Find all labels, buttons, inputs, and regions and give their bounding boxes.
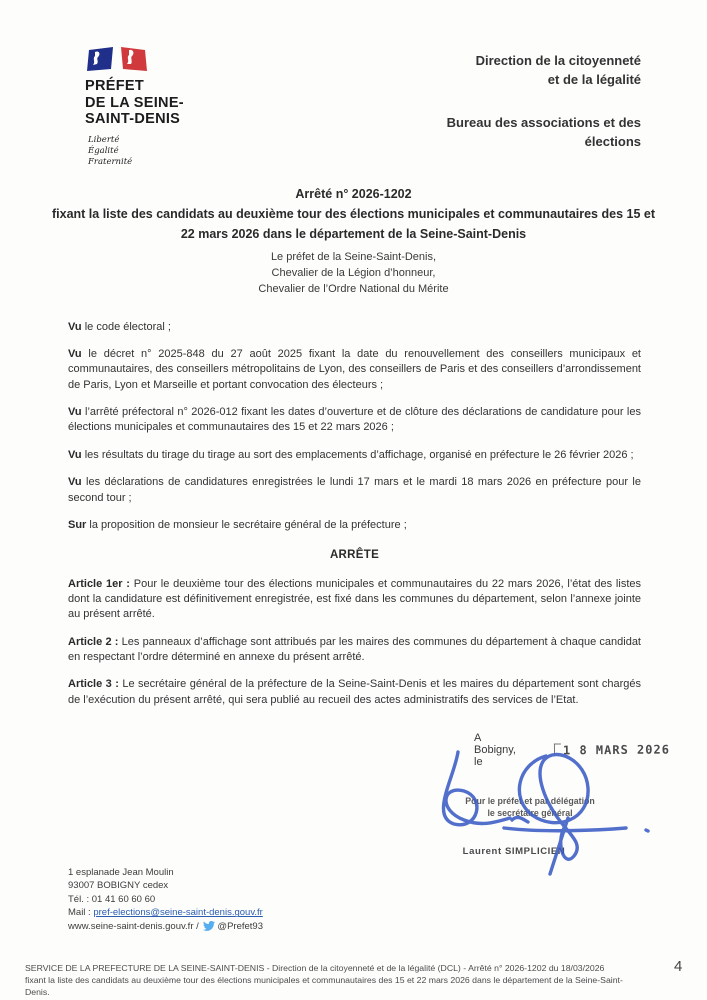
bureau-line: Bureau des associations et des bbox=[446, 114, 641, 130]
motto-line: Liberté bbox=[88, 134, 120, 145]
delegation-line: Pour le préfet et par délégation bbox=[465, 796, 595, 806]
address-line: 93007 BOBIGNY cedex bbox=[68, 880, 169, 892]
recital-lead: Vu bbox=[68, 476, 82, 489]
handwritten-signature bbox=[424, 740, 664, 890]
document-body bbox=[68, 320, 641, 709]
recital-text: les résultats du tirage du tirage au sort des emplacements d’affichage, organisé en préfecture le 26 février 2026 ; bbox=[81, 448, 634, 461]
article-paragraph bbox=[68, 577, 641, 623]
issuer-line: Chevalier de l’Ordre National du Mérite bbox=[258, 282, 449, 295]
article-text: Pour le deuxième tour des élections municipales et communautaires du 22 mars 2026, l’état des listes dont la candidature est définitivement enregistrée, est fixé dans les communes du département, selon l’annexe jointe au présent arrêté. bbox=[68, 577, 641, 621]
direction-line: et de la légalité bbox=[547, 71, 641, 87]
recital-lead: Vu bbox=[68, 347, 82, 360]
recital-paragraph bbox=[68, 475, 641, 506]
decree-heading: ARRÊTE bbox=[329, 549, 380, 562]
french-flag-icon bbox=[87, 46, 149, 72]
article-text: Le secrétaire général de la préfecture de la Seine-Saint-Denis et les maires du département sont chargés de l’exécution du présent arrêté, qui sera publié au recueil des actes administratifs des services de l’Etat. bbox=[68, 678, 641, 706]
prefect-line: SAINT-DENIS bbox=[85, 111, 181, 128]
decree-subject: fixant la liste des candidats au deuxième tour des élections municipales et communautaires des 15 et 22 mars 2026 dans le département de la Seine-Saint-Denis bbox=[52, 206, 655, 241]
republic-motto bbox=[88, 135, 295, 168]
document-title bbox=[44, 184, 664, 244]
direction-name bbox=[447, 52, 641, 90]
recital-text: le code électoral ; bbox=[81, 320, 171, 333]
prefecture-logo bbox=[85, 46, 295, 168]
recital-lead: Vu bbox=[68, 448, 82, 461]
article-lead: Article 1er : bbox=[68, 577, 130, 590]
signatory-name: Laurent SIMPLICIEN bbox=[462, 845, 566, 857]
recital-paragraph bbox=[68, 320, 641, 335]
issuer-line: Chevalier de la Légion d’honneur, bbox=[271, 266, 436, 279]
issuer-line: Le préfet de la Seine-Saint-Denis, bbox=[270, 250, 437, 263]
recital-text: la proposition de monsieur le secrétaire général de la préfecture ; bbox=[86, 519, 407, 532]
recital-paragraph bbox=[68, 405, 641, 436]
place-label: A Bobigny, le bbox=[474, 732, 516, 768]
twitter-bird-icon bbox=[203, 921, 215, 931]
issuing-department bbox=[447, 46, 641, 168]
website-text: www.seine-saint-denis.gouv.fr / bbox=[68, 920, 202, 932]
article-lead: Article 3 : bbox=[68, 678, 119, 691]
decree-number: Arrêté n° 2026-1202 bbox=[295, 186, 412, 201]
web-line bbox=[68, 920, 263, 933]
prefecture-name bbox=[85, 78, 295, 128]
recital-lead: Sur bbox=[68, 519, 87, 532]
motto-line: Fraternité bbox=[88, 156, 133, 167]
date-stamp-text: 1 8 MARS 2026 bbox=[563, 742, 671, 758]
motto-line: Égalité bbox=[88, 145, 119, 156]
article-paragraph bbox=[68, 677, 641, 708]
mail-line bbox=[68, 906, 263, 919]
recital-paragraph bbox=[68, 448, 641, 463]
recital-paragraph bbox=[68, 347, 641, 393]
article-paragraph bbox=[68, 635, 641, 666]
footer-reference: SERVICE DE LA PREFECTURE DE LA SEINE-SAINT-DENIS - Direction de la citoyenneté et de la légalité (DCL) - Arrêté n° 2026-1202 du 18/03/2026 fixant la liste des candidats au deuxième tour des élections municipales et communautaires des 15 et 22 mars 2026 dans le département de la Seine-Saint-Denis. bbox=[25, 963, 623, 997]
bureau-line: élections bbox=[584, 133, 641, 149]
bureau-name bbox=[447, 114, 641, 152]
recital-lead: Vu bbox=[68, 406, 82, 419]
document-header bbox=[0, 0, 707, 168]
article-text: Les panneaux d’affichage sont attribués par les maires des communes du département à chaque candidat en respectant l’ordre déterminé en annexe du présent arrêté. bbox=[68, 635, 641, 664]
recital-text: les déclarations de candidatures enregistrées le lundi 17 mars et le mardi 18 mars 2026 en préfecture pour le second tour ; bbox=[68, 476, 641, 504]
recital-lead: Vu bbox=[68, 320, 82, 333]
contact-block bbox=[68, 866, 263, 933]
recital-text: l’arrêté préfectoral n° 2026-012 fixant les dates d’ouverture et de clôture des déclarations de candidature pour les élections municipales et communautaires des 15 et 22 mars 2026 ; bbox=[68, 406, 641, 434]
prefect-line: PRÉFET bbox=[85, 78, 144, 94]
page-number: 4 bbox=[674, 958, 683, 975]
mail-link[interactable]: pref-elections@seine-saint-denis.gouv.fr bbox=[93, 907, 263, 919]
article-lead: Article 2 : bbox=[68, 635, 119, 648]
prefect-line: DE LA SEINE- bbox=[85, 94, 184, 111]
recital-text: le décret n° 2025-848 du 27 août 2025 fixant la date du renouvellement des conseillers municipaux et communautaires, des conseillers métropolitains de Lyon, des conseillers de Paris et des conseillers d’arrondissement de Paris, Lyon et Marseille et portant convocation des électeurs ; bbox=[68, 347, 641, 391]
recital-paragraph bbox=[68, 518, 641, 533]
twitter-handle[interactable]: @Prefet93 bbox=[217, 920, 263, 932]
direction-line: Direction de la citoyenneté bbox=[475, 53, 641, 68]
delegation-line: le secrétaire général bbox=[487, 808, 573, 819]
phone-line: Tél. : 01 41 60 60 60 bbox=[68, 893, 156, 905]
signature-block bbox=[418, 732, 670, 892]
issuer-titles bbox=[0, 250, 707, 298]
address-line: 1 esplanade Jean Moulin bbox=[68, 867, 174, 878]
mail-label: Mail : bbox=[68, 907, 94, 919]
